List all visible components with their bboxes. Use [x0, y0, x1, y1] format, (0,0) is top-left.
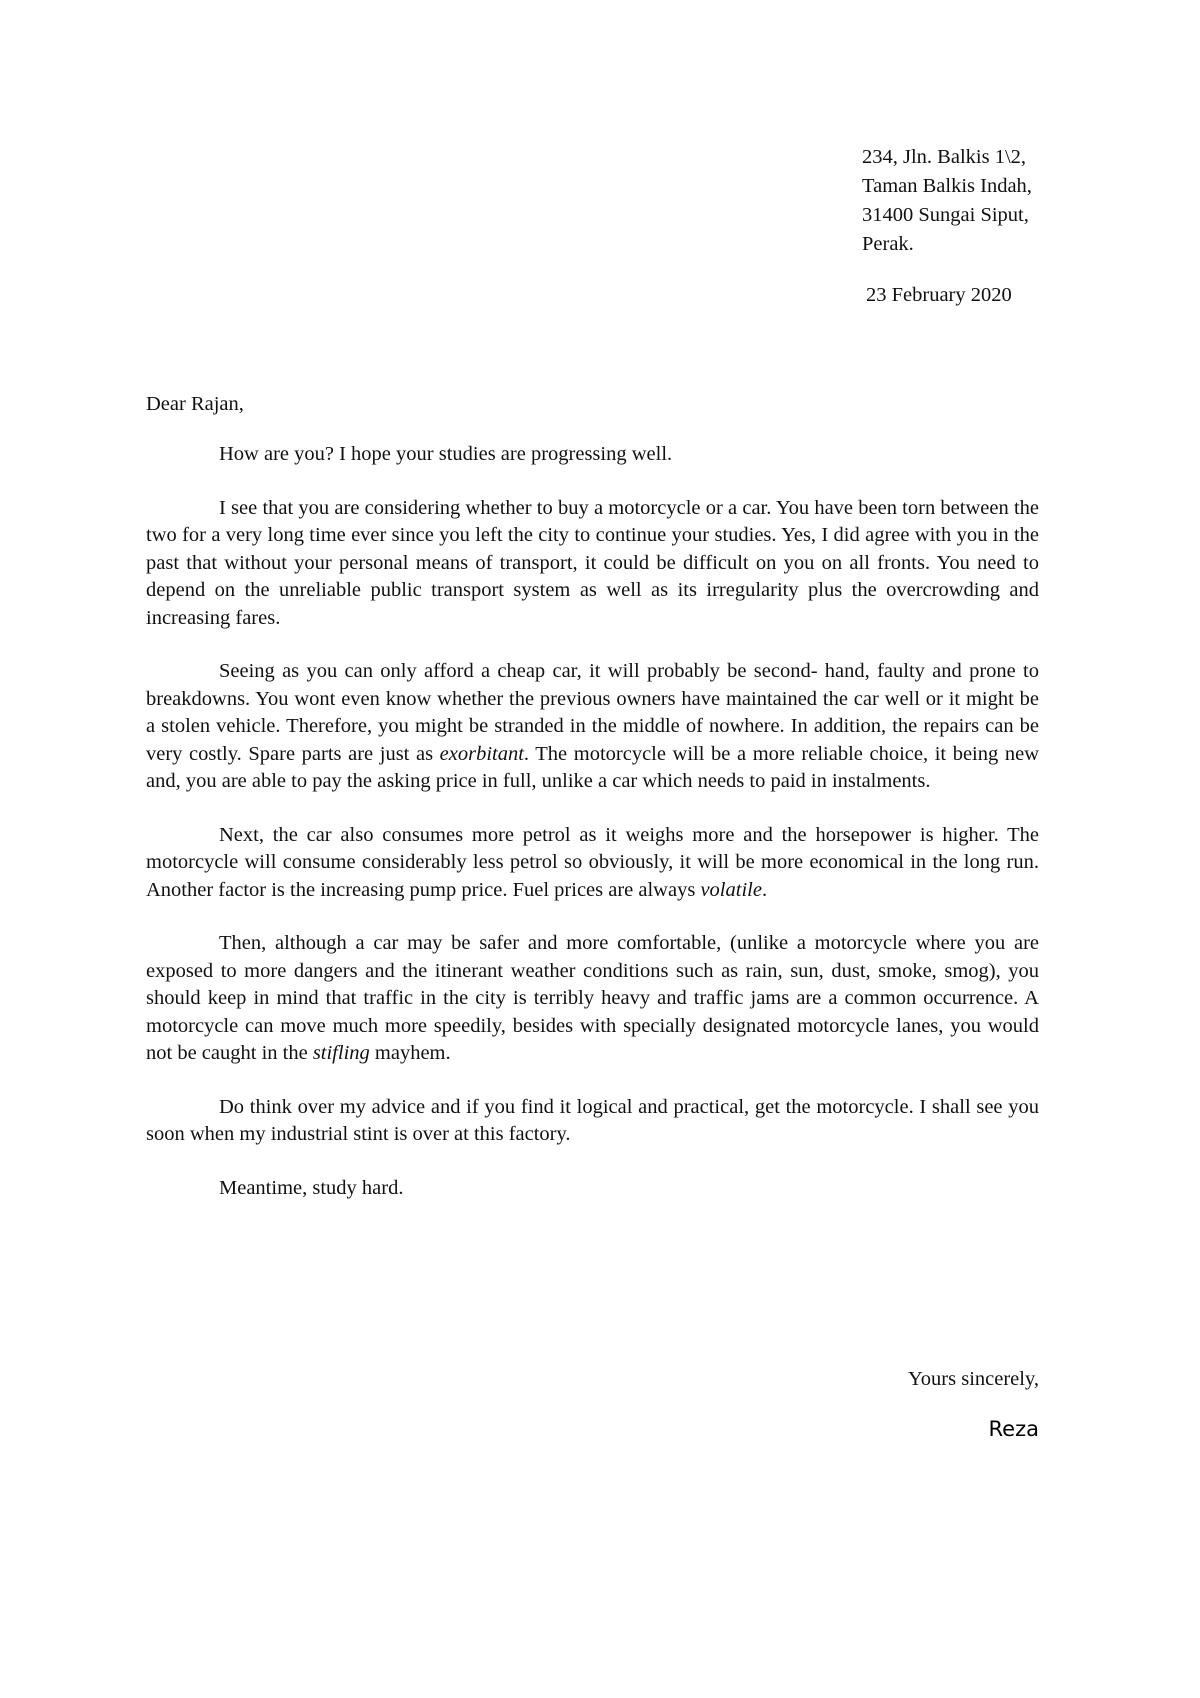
salutation: Dear Rajan,	[146, 393, 244, 415]
emphasized-word: stifling	[312, 1042, 370, 1064]
body-paragraph	[146, 441, 1039, 469]
emphasized-word: exorbitant	[439, 742, 524, 765]
address-line: 234, Jln. Balkis 1\2,	[862, 146, 1027, 168]
body-paragraph	[146, 495, 1039, 633]
paragraph-text: Then, although a car may be safer and more comfortable, (unlike a motorcycle where you are exposed to more dangers and the itinerant weather conditions such as rain, sun, dust, smoke, smog), you should keep in mind that traffic in the city is terribly heavy and traffic jams are a common occurrence. A motorcycle can move much more speedily, besides with specially designated motorcycle lanes, you would not be caught in the	[146, 932, 1039, 1064]
body-paragraph	[146, 1175, 1039, 1203]
paragraph-text: Meantime, study hard.	[219, 1176, 404, 1199]
address-line: Taman Balkis Indah,	[862, 175, 1032, 197]
letter-date: 23 February 2020	[866, 284, 1012, 306]
paragraph-text: mayhem.	[369, 1042, 451, 1064]
address-line: Perak.	[862, 233, 914, 255]
letter-body	[146, 441, 1039, 1202]
paragraph-text: Next, the car also consumes more petrol as it weighs more and the horsepower is higher. The motorcycle will consume considerably less petrol so obviously, it will be more economical in the long run. Another factor is the increasing pump price. Fuel prices are always	[146, 823, 1039, 901]
body-paragraph	[146, 822, 1039, 905]
emphasized-word: volatile	[700, 878, 762, 901]
body-paragraph	[146, 930, 1039, 1068]
paragraph-text: How are you? I hope your studies are progressing well.	[219, 443, 673, 465]
paragraph-text: .	[761, 878, 768, 901]
paragraph-text: . The motorcycle will be a more reliable choice, it being new and, you are able to pay the asking price in full, unlike a car which needs to paid in instalments.	[146, 742, 1040, 792]
paragraph-text: I see that you are considering whether to buy a motorcycle or a car. You have been torn between the two for a very long time ever since you left the city to continue your studies. Yes, I did agree with you in the past that without your personal means of transport, it could be difficult on you on all fronts. You need to depend on the unreliable public transport system as well as its irregularity plus the overcrowding and increasing fares.	[146, 496, 1039, 629]
body-paragraph	[146, 1094, 1039, 1149]
body-paragraph	[146, 658, 1039, 796]
paragraph-text: Seeing as you can only afford a cheap car, it will probably be second- hand, faulty and prone to breakdowns. You wont even know whether the previous owners have maintained the car well or it might be a stolen vehicle. Therefore, you might be stranded in the middle of nowhere. In addition, the repairs can be very costly. Spare parts are just as	[146, 660, 1039, 765]
paragraph-text: Do think over my advice and if you find it logical and practical, get the motorcycle. I shall see you soon when my industrial stint is over at this factory.	[146, 1095, 1039, 1145]
address-line: 31400 Sungai Siput,	[862, 204, 1029, 226]
sender-address	[862, 143, 1032, 259]
closing: Yours sincerely,	[908, 1368, 1039, 1390]
signature: Reza	[988, 1417, 1039, 1441]
